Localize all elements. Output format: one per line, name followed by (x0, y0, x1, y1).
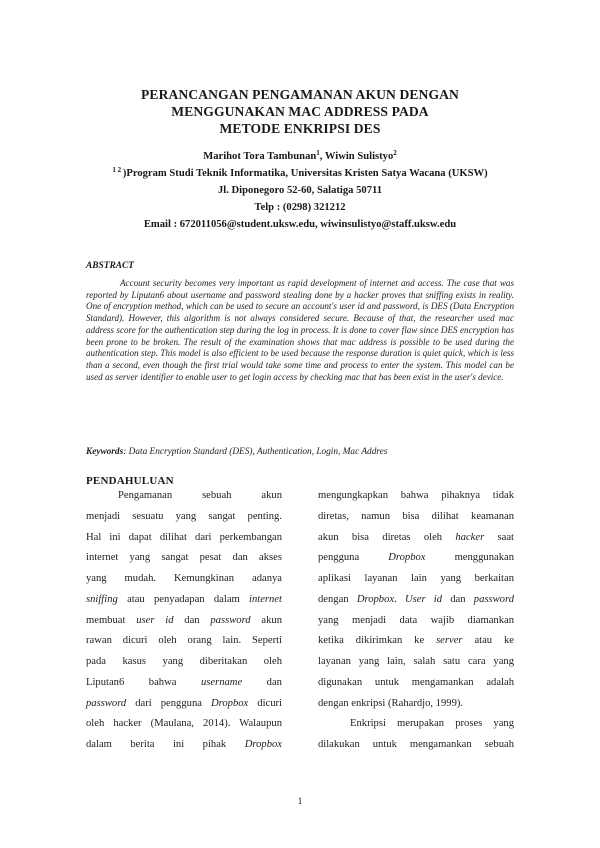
abstract-body: Account security becomes very important as rapid development of internet and access. The case that was reported by Liputan6 about username and password stealing done by a hacker proves that sniffing exists in reality. One of encryption method, which can be used to secure an account's user id and password, is DES (Data Encryption Standard). However, this algorithm is not always considered secure. Because of that, the researcher used mac address score for the authentication step during the log in process. It is done to cover flaw since DES encryption has been prone to be broken. The result of the examination shows that mac address is possible to be used during the authentication step. This model is also efficient to be used because the response duration is quiet quick, which is less than a second, even though the first trial would take some time and process to enter the system. This model can be used as server identifier to enable user to get login access by checking mac that has been exist in the user's device. (86, 278, 514, 382)
right-line: aplikasi layanan lain yang berkaitan (318, 573, 514, 584)
left-line: oleh hacker (Maulana, 2014). Walaupun (86, 718, 282, 730)
author-email: Email : 672011056@student.uksw.edu, wiwinsulistyo@staff.uksw.edu (143, 219, 457, 230)
author-names (60, 148, 540, 165)
abstract-heading: ABSTRACT (86, 261, 134, 271)
left-line: yang mudah. Kemungkinan adanya (86, 573, 282, 584)
affiliation-sup: 1 2 (112, 166, 123, 174)
keywords-label: Keywords (86, 447, 124, 457)
author-2-sup: 2 (393, 149, 397, 157)
right-line: pengguna Dropbox menggunakan (318, 552, 514, 564)
left-line: Hal ini dapat dilihat dari perkembangan (86, 531, 282, 543)
title-line-1: PERANCANGAN PENGAMANAN AKUN DENGAN (141, 87, 459, 102)
body-column-left (86, 486, 282, 756)
right-line: mengungkapkan bahwa pihaknya tidak (318, 490, 514, 501)
author-block (60, 148, 540, 233)
author-2-name: , Wiwin Sulistyo (319, 151, 394, 162)
right-line: layanan yang lain, salah satu cara yang (318, 656, 514, 667)
right-line: Enkripsi merupakan proses yang (350, 718, 514, 730)
right-line: akun bisa diretas oleh hacker saat (318, 531, 514, 543)
keywords-text: : Data Encryption Standard (DES), Authentication, Login, Mac Addres (123, 447, 388, 457)
body-column-right (318, 486, 514, 756)
left-line: Pengamanan sebuah akun (118, 490, 282, 501)
author-phone: Telp : (0298) 321212 (254, 202, 346, 213)
right-line: diretas, namun bisa dilihat keamanan (318, 510, 514, 522)
right-line: digunakan untuk mengamankan adalah (318, 676, 514, 688)
affiliation-text: )Program Studi Teknik Informatika, Universitas Kristen Satya Wacana (UKSW) (122, 168, 488, 179)
left-line: dalam berita ini pihak Dropbox (86, 739, 282, 750)
abstract-section (86, 260, 514, 383)
right-line: ketika dikirimkan ke server atau ke (318, 635, 514, 647)
left-line: internet yang sangat pesat dan akses (86, 552, 282, 564)
right-line: yang menjadi data wajib diamankan (318, 614, 514, 626)
left-line: password dari pengguna Dropbox dicuri (86, 697, 283, 709)
left-line: rawan dicuri oleh orang lain. Seperti (86, 635, 282, 647)
author-1-name: Marihot Tora Tambunan (203, 151, 317, 162)
left-line: sniffing atau penyadapan dalam internet (86, 593, 282, 605)
paper-title (60, 86, 540, 137)
right-line: dengan Dropbox. User id dan password (318, 593, 514, 605)
keywords-line (86, 446, 514, 458)
left-line: pada kasus yang diberitakan oleh (86, 656, 282, 667)
right-line: dengan enkripsi (Rahardjo, 1999). (318, 697, 464, 709)
author-1-sup: 1 (316, 149, 320, 157)
left-line: menjadi sesuatu yang sangat penting. (86, 510, 282, 522)
page-number: 1 (297, 797, 303, 807)
left-line: membuat user id dan password akun (86, 614, 282, 626)
title-line-2: MENGGUNAKAN MAC ADDRESS PADA (171, 104, 429, 119)
right-line: dilakukan untuk mengamankan sebuah (318, 739, 514, 750)
author-address: Jl. Diponegoro 52-60, Salatiga 50711 (217, 185, 383, 196)
left-line: Liputan6 bahwa username dan (86, 676, 282, 688)
title-line-3: METODE ENKRIPSI DES (219, 121, 381, 136)
author-affiliation (60, 165, 540, 182)
section-heading-pendahuluan: PENDAHULUAN (86, 475, 174, 487)
